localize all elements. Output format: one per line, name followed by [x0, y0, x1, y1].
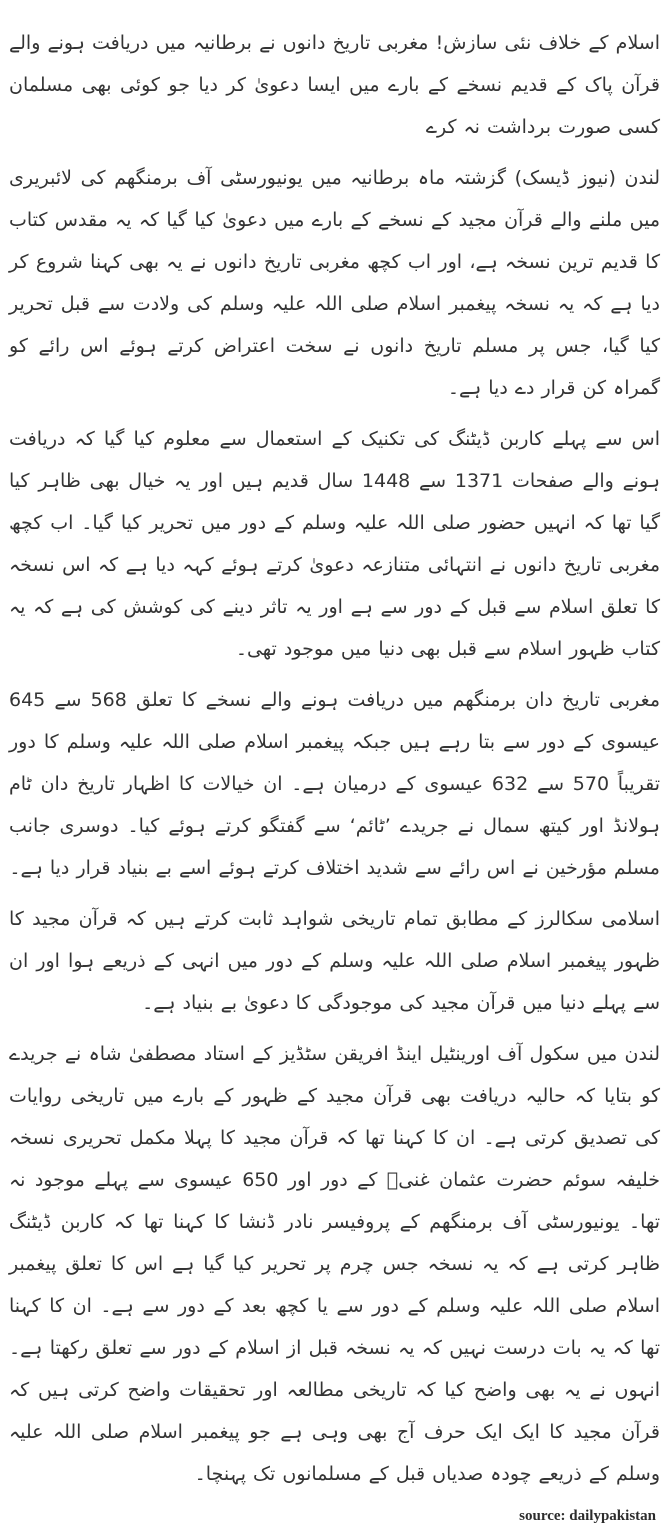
article-headline-paragraph: اسلام کے خلاف نئی سازش! مغربی تاریخ دانوں نے برطانیہ میں دریافت ہونے والے قرآن پاک کے قدیم نسخے کے بارے میں ایسا دعویٰ کر دیا جو کوئی بھی مسلمان کسی صورت برداشت نہ کرے: [9, 32, 660, 138]
article-paragraph: اسلامی سکالرز کے مطابق تمام تاریخی شواہد ثابت کرتے ہیں کہ قرآن مجید کا ظہور پیغمبر اسلام صلی اللہ علیہ وسلم کے دور میں انہی کے ذریعے ہوا اور ان سے پہلے دنیا میں قرآن مجید کی موجودگی کا دعویٰ بے بنیاد ہے۔: [9, 908, 660, 1014]
article-paragraph: اس سے پہلے کاربن ڈیٹنگ کی تکنیک کے استعمال سے معلوم کیا گیا کہ دریافت ہونے والے صفحات 1371 سے 1448 سال قدیم ہیں اور یہ خیال بھی ظاہر کیا گیا تھا کہ انہیں حضور صلی اللہ علیہ وسلم کے دور میں تحریر کیا گیا۔ اب کچھ مغربی تاریخ دانوں نے انتہائی متنازعہ دعویٰ کرتے ہوئے کہہ دیا ہے کہ اس نسخہ کا تعلق اسلام سے قبل کے دور سے ہے اور یہ تاثر دینے کی کوشش کی ہے کہ یہ کتاب ظہور اسلام سے قبل بھی دنیا میں موجود تھی۔: [9, 428, 660, 660]
article-paragraph: مغربی تاریخ دان برمنگھم میں دریافت ہونے والے نسخے کا تعلق 568 سے 645 عیسوی کے دور سے بتا رہے ہیں جبکہ پیغمبر اسلام صلی اللہ علیہ وسلم کا دور تقریباً 570 سے 632 عیسوی کے درمیان ہے۔ ان خیالات کا اظہار تاریخ دان ٹام ہولانڈ اور کیتھ سمال نے جریدے ’ٹائم‘ سے گفتگو کرتے ہوئے کیا۔ دوسری جانب مسلم مؤرخین نے اس رائے سے شدید اختلاف کرتے ہوئے اسے بے بنیاد قرار دیا ہے۔: [9, 689, 660, 879]
article-paragraph: لندن (نیوز ڈیسک) گزشتہ ماہ برطانیہ میں یونیورسٹی آف برمنگھم کی لائبریری میں ملنے والے قرآن مجید کے نسخے کے بارے میں دعویٰ کیا گیا کہ یہ مقدس کتاب کا قدیم ترین نسخہ ہے، اور اب کچھ مغربی تاریخ دانوں نے یہ بھی کہنا شروع کر دیا ہے کہ یہ نسخہ پیغمبر اسلام صلی اللہ علیہ وسلم کی ولادت سے قبل تحریر کیا گیا، جس پر مسلم تاریخ دانوں نے سخت اعتراض کرتے ہوئے اس رائے کو گمراہ کن قرار دے دیا ہے۔: [9, 167, 660, 399]
source-attribution: source: dailypakistan: [519, 1508, 656, 1524]
article-paragraph: لندن میں سکول آف اورینٹیل اینڈ افریقن سٹڈیز کے استاد مصطفیٰ شاہ نے جریدے کو بتایا کہ حالیہ دریافت بھی قرآن مجید کے ظہور کے بارے میں تاریخی روایات کی تصدیق کرتی ہے۔ ان کا کہنا تھا کہ قرآن مجید کا پہلا مکمل تحریری نسخہ خلیفہ سوئم حضرت عثمان غنیؓ کے دور اور 650 عیسوی سے پہلے موجود نہ تھا۔ یونیورسٹی آف برمنگھم کے پروفیسر نادر ڈنشا کا کہنا تھا کہ کاربن ڈیٹنگ ظاہر کرتی ہے کہ یہ نسخہ جس چرم پر تحریر کیا گیا ہے اس کا تعلق پیغمبر اسلام صلی اللہ علیہ وسلم کے دور سے یا کچھ بعد کے دور سے ہے۔ ان کا کہنا تھا کہ یہ بات درست نہیں کہ یہ نسخہ قبل از اسلام کے دور سے تعلق رکھتا ہے۔ انہوں نے یہ بھی واضح کیا کہ تاریخی مطالعہ اور تحقیقات واضح کرتی ہیں کہ قرآن مجید کا ایک ایک حرف آج بھی وہی ہے جو پیغمبر اسلام صلی اللہ علیہ وسلم کے ذریعے چودہ صدیاں قبل کے مسلمانوں تک پہنچا۔: [9, 1043, 660, 1485]
